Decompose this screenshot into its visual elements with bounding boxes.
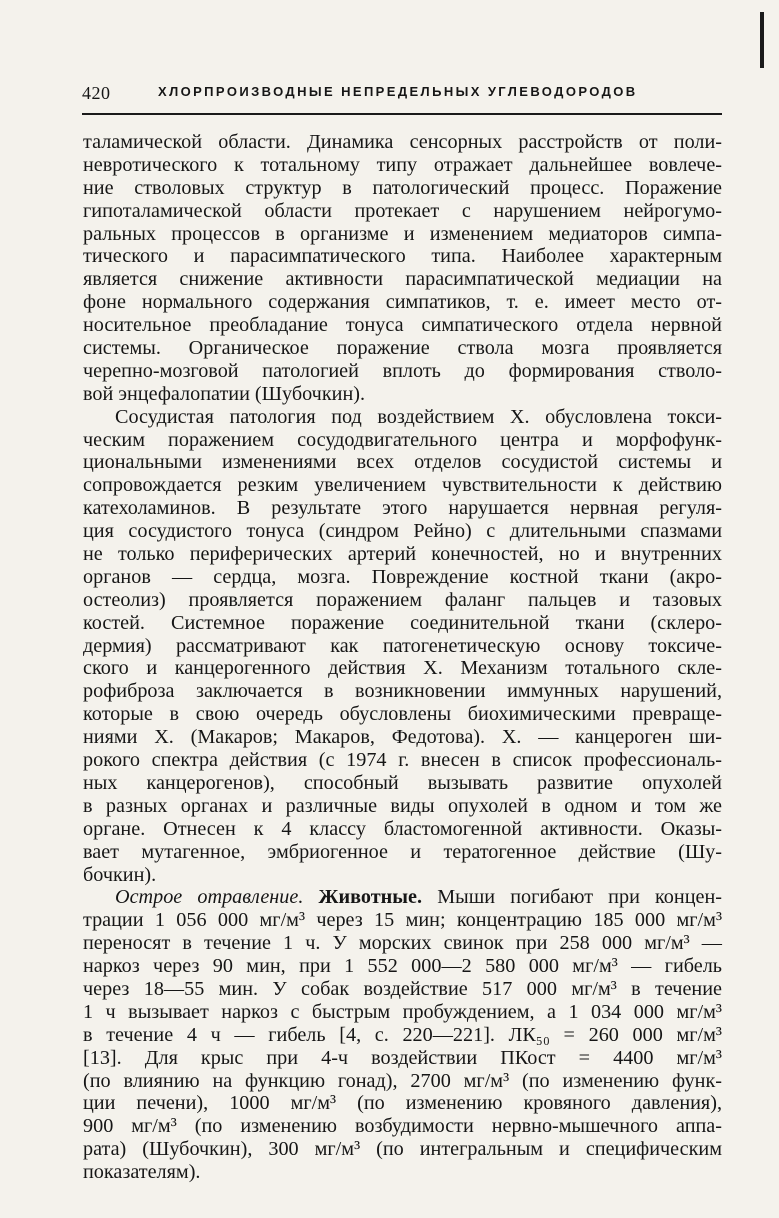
text-line: трации 1 056 000 мг/м³ через 15 мин; концентрацию 185 000 мг/м³	[83, 909, 722, 932]
text-line: рата) (Шубочкин), 300 мг/м³ (по интегральным и специфическим	[83, 1138, 722, 1161]
paragraph-vascular-pathology	[83, 406, 722, 887]
text-line: наркоз через 90 мин, при 1 552 000—2 580 000 мг/м³ — гибель	[83, 955, 722, 978]
paragraph-cns-lesions	[83, 131, 722, 406]
text-line: ральных процессов в организме и изменением медиаторов симпа-	[83, 222, 722, 245]
text-line: в разных органах и различные виды опухолей в одном и том же	[83, 794, 722, 817]
text-line: которые в свою очередь обусловлены биохимическими превраще-	[83, 703, 722, 726]
text-line: не только периферических артерий конечностей, но и внутренних	[83, 543, 722, 566]
text-line: бочкин).	[83, 863, 157, 886]
running-title: ХЛОРПРОИЗВОДНЫЕ НЕПРЕДЕЛЬНЫХ УГЛЕВОДОРОДОВ	[158, 84, 638, 99]
text-line: системы. Органическое поражение ствола мозга проявляется	[83, 337, 722, 360]
text-line: рокого спектра действия (с 1974 г. внесен в список профессиональ-	[83, 749, 722, 772]
text-line: костей. Системное поражение соединительной ткани (склеро-	[83, 611, 722, 634]
text-line: фоне нормального содержания симпатиков, т. е. имеет место от-	[83, 291, 722, 314]
text-line: таламической области. Динамика сенсорных расстройств от поли-	[83, 131, 722, 153]
text-line: тического и парасимпатического типа. Наиболее характерным	[83, 245, 722, 268]
text-line: 1 ч вызывает наркоз с быстрым пробуждением, а 1 034 000 мг/м³	[83, 1000, 722, 1023]
text-line: невротического к тотальному типу отражает дальнейшее вовлече-	[83, 153, 722, 176]
text-line-rest: Мыши погибают при концен-	[437, 886, 722, 909]
page-number: 420	[82, 83, 111, 103]
text-line: [13]. Для крыс при 4-ч воздействии ПКост = 4400 мг/м³	[83, 1046, 722, 1069]
text-line: ции печени), 1000 мг/м³ (по изменению кровяного давления),	[83, 1092, 722, 1115]
section-lead-bold: Животные.	[318, 886, 423, 909]
body-text	[83, 131, 722, 1184]
text-line: вает мутагенное, эмбриогенное и тератогенное действие (Шу-	[83, 840, 722, 863]
text-line: ского и канцерогенного действия Х. Механизм тотального скле-	[83, 657, 722, 680]
text-line: носительное преобладание тонуса симпатического отдела нервной	[83, 314, 722, 337]
paragraph-acute-poisoning	[83, 886, 722, 1184]
text-line: показателям).	[83, 1161, 201, 1184]
text-line: переносят в течение 1 ч. У морских свинок при 258 000 мг/м³ —	[83, 932, 722, 955]
text-line: остеолиз) проявляется поражением фаланг пальцев и тазовых	[83, 588, 722, 611]
text-line: сопровождается резким увеличением чувствительности к действию	[83, 474, 722, 497]
text-line: катехоламинов. В результате этого нарушается нервная регуля-	[83, 497, 722, 520]
text-line: является снижение активности парасимпатической медиации на	[83, 268, 722, 291]
text-line: ние стволовых структур в патологический процесс. Поражение	[83, 176, 722, 199]
text-line: гипоталамической области протекает с нарушением нейрогумо-	[83, 199, 722, 222]
text-line: ниями Х. (Макаров; Макаров, Федотова). Х. — канцероген ши-	[83, 726, 722, 749]
page-edge-mark	[760, 12, 764, 68]
text-line: ческим поражением сосудодвигательного центра и морфофунк-	[83, 428, 722, 451]
text-line: вой энцефалопатии (Шубочкин).	[83, 382, 366, 405]
text-line: циональными изменениями всех отделов сосудистой системы и	[83, 451, 722, 474]
text-line: через 18—55 мин. У собак воздействие 517 000 мг/м³ в течение	[83, 977, 722, 1000]
text-line: рофиброза заключается в возникновении иммунных нарушений,	[83, 680, 722, 703]
text-line: черепно-мозговой патологией вплоть до формирования стволо-	[83, 359, 722, 382]
text-line: ных канцерогенов), способный вызывать развитие опухолей	[83, 771, 722, 794]
text-line: ция сосудистого тонуса (синдром Рейно) с длительными спазмами	[83, 520, 722, 543]
text-line: органе. Отнесен к 4 классу бластомогенной активности. Оказы-	[83, 817, 722, 840]
page-header	[82, 83, 722, 115]
text-line: 900 мг/м³ (по изменению возбудимости нервно-мышечного аппа-	[83, 1115, 722, 1138]
text-line: (по влиянию на функцию гонад), 2700 мг/м³ (по изменению функ-	[83, 1069, 722, 1092]
text-line	[83, 886, 722, 909]
section-lead-italic: Острое отравление.	[115, 886, 304, 909]
text-line: в течение 4 ч — гибель [4, с. 220—221]. ЛК₅₀ = 260 000 мг/м³	[83, 1023, 722, 1046]
text-line: Сосудистая патология под воздействием Х. обусловлена токси-	[115, 405, 722, 428]
text-line: дермия) рассматривают как патогенетическую основу токсиче-	[83, 634, 722, 657]
text-line: органов — сердца, мозга. Повреждение костной ткани (акро-	[83, 565, 722, 588]
